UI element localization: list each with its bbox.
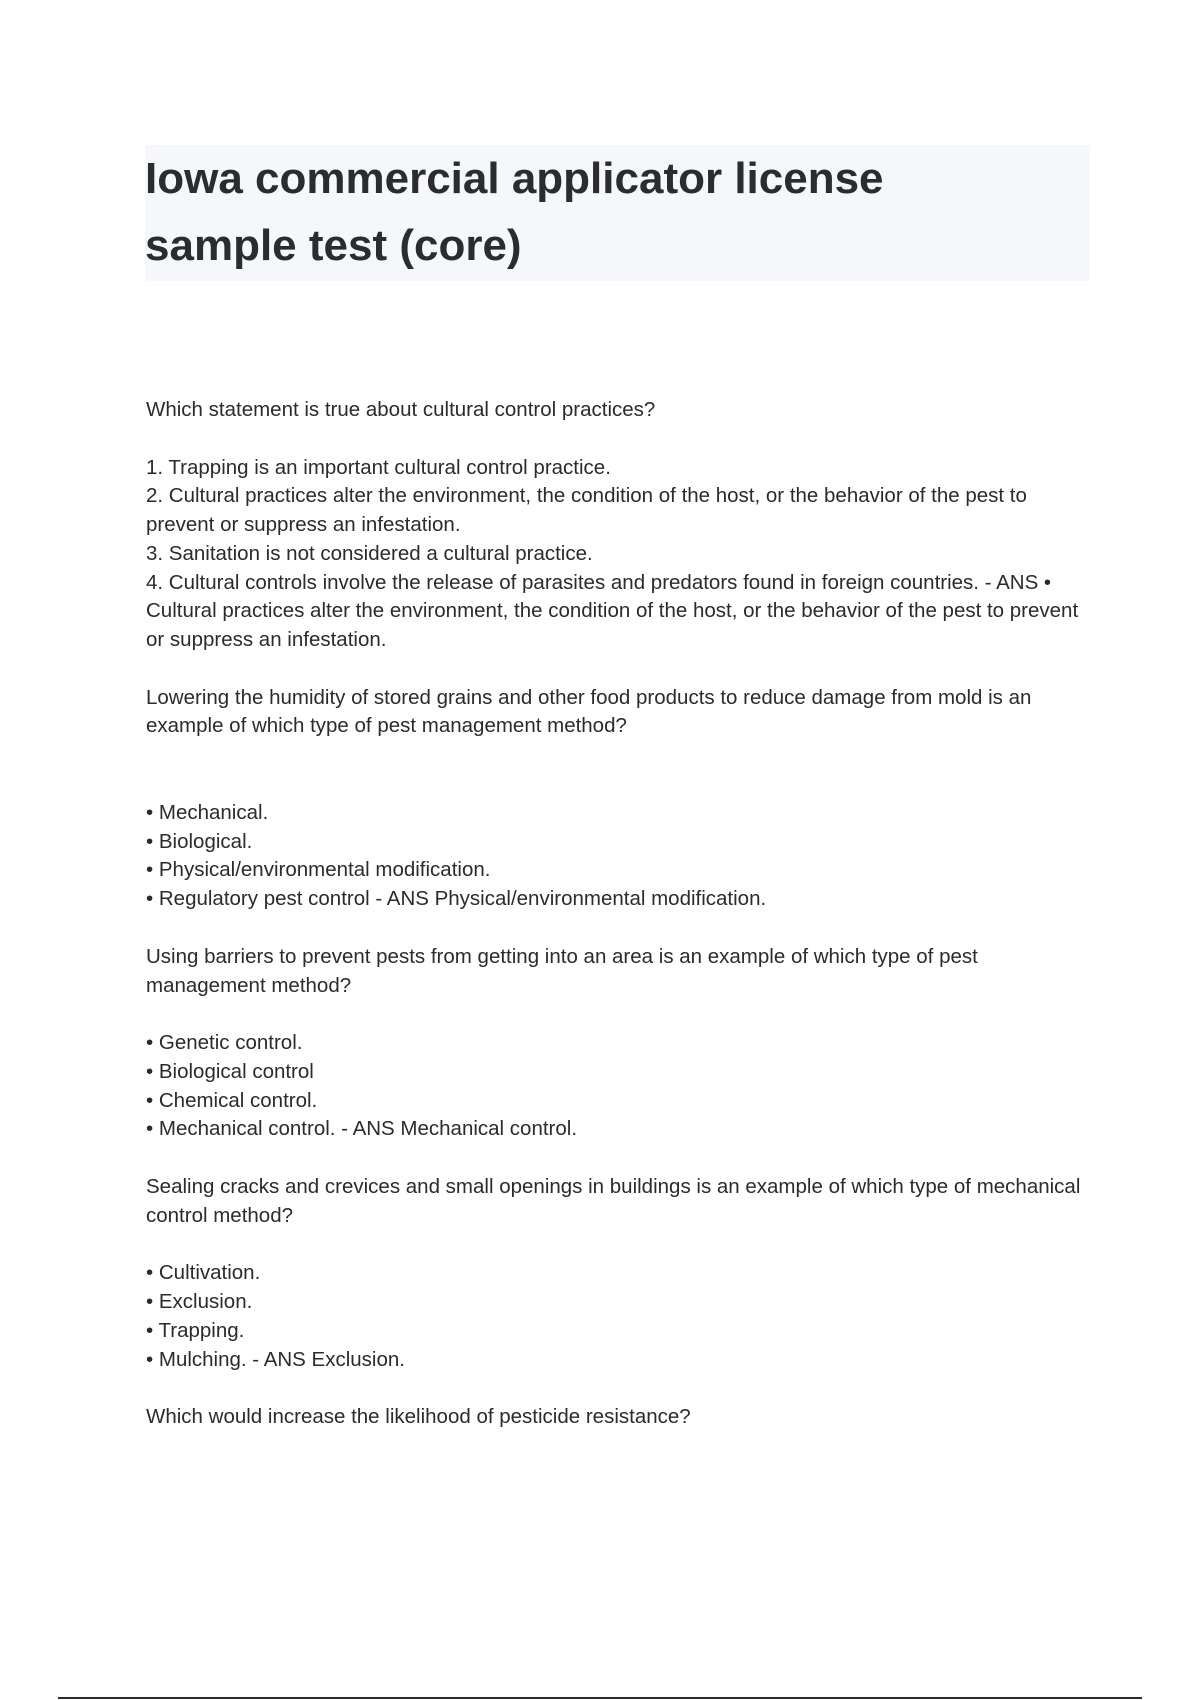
answer-option: • Physical/environmental modification. <box>146 858 491 882</box>
title-line-2: sample test (core) <box>145 221 522 270</box>
answer-option: 2. Cultural practices alter the environment, the condition of the host, or the behavior of the pest to prevent or suppress an infestation. <box>146 484 1027 537</box>
answer-option: • Genetic control. <box>146 1031 303 1055</box>
answer-option: • Regulatory pest control - ANS Physical/environmental modification. <box>146 887 767 911</box>
answer-option: 1. Trapping is an important cultural control practice. <box>146 455 611 479</box>
answer-option: • Exclusion. <box>146 1290 253 1314</box>
question-prompt: Sealing cracks and crevices and small openings in buildings is an example of which type of mechanical control method? <box>146 1175 1081 1227</box>
title-line-1: Iowa commercial applicator license <box>145 154 884 203</box>
page-bottom-rule <box>58 1697 1142 1699</box>
document-title <box>145 145 1090 279</box>
answer-option: • Mechanical. <box>146 801 269 825</box>
answer-option: 3. Sanitation is not considered a cultural practice. <box>146 541 593 565</box>
question-prompt: Which statement is true about cultural control practices? <box>146 398 656 421</box>
answer-option: • Mulching. - ANS Exclusion. <box>146 1347 405 1371</box>
answer-option: • Trapping. <box>146 1318 245 1342</box>
answer-option: • Mechanical control. - ANS Mechanical control. <box>146 1117 578 1141</box>
answer-option: • Cultivation. <box>146 1261 261 1285</box>
answer-option: • Biological control <box>146 1059 314 1083</box>
answer-option: 4. Cultural controls involve the release of parasites and predators found in foreign countries. - ANS • Cultural practices alter the environment, the condition of the host, or the behavior of the pest to prevent or suppress an infestation. <box>146 570 1079 651</box>
question-prompt: Which would increase the likelihood of pesticide resistance? <box>146 1405 691 1429</box>
answer-option: • Biological. <box>146 829 253 853</box>
document-body <box>146 396 1090 1432</box>
answer-option: • Chemical control. <box>146 1088 318 1112</box>
question-prompt: Lowering the humidity of stored grains and other food products to reduce damage from mold is an example of which type of pest management method? <box>146 685 1032 738</box>
question-prompt: Using barriers to prevent pests from getting into an area is an example of which type of pest management method? <box>146 944 978 997</box>
title-box <box>145 145 1090 281</box>
